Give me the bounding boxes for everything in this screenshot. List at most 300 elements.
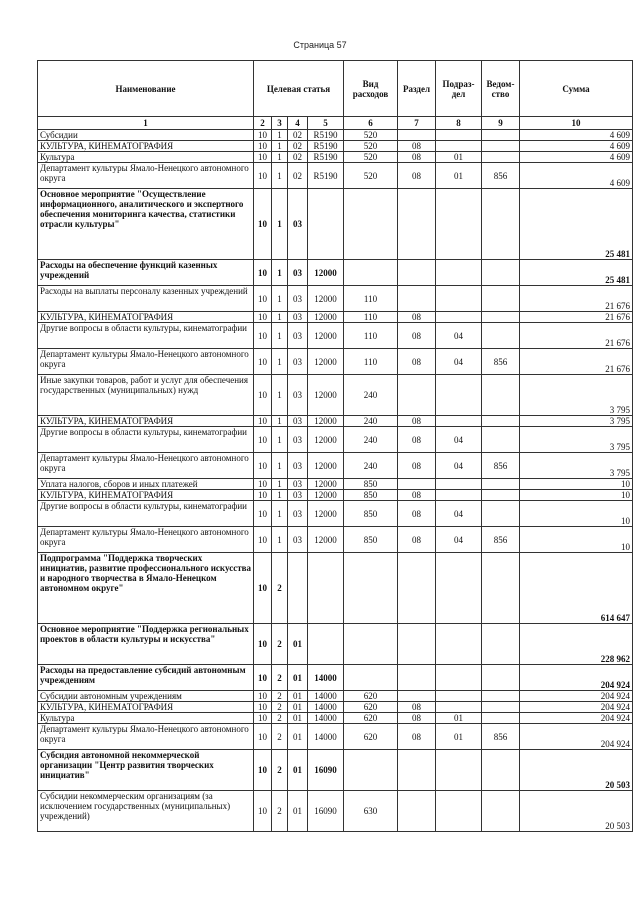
table-row xyxy=(38,791,633,832)
table-row xyxy=(38,130,633,141)
target-code-1-cell: 10 xyxy=(254,130,272,141)
subsection-cell xyxy=(436,312,482,323)
table-row xyxy=(38,490,633,501)
target-code-4-cell: 12000 xyxy=(308,349,344,375)
section-cell xyxy=(398,553,436,624)
sum-cell: 4 609 xyxy=(520,163,633,189)
col-number: 9 xyxy=(482,117,520,130)
target-code-3-cell: 02 xyxy=(288,141,308,152)
target-code-1-cell: 10 xyxy=(254,427,272,453)
target-code-2-cell: 1 xyxy=(272,416,288,427)
sum-cell: 204 924 xyxy=(520,702,633,713)
sum-cell: 10 xyxy=(520,527,633,553)
header-subsection: Подраз-дел xyxy=(436,61,482,117)
row-name-cell: Расходы на обеспечение функций казенных учреждений xyxy=(38,260,254,286)
table-row xyxy=(38,624,633,665)
target-code-2-cell: 2 xyxy=(272,750,288,791)
target-code-4-cell xyxy=(308,624,344,665)
section-cell xyxy=(398,479,436,490)
target-code-2-cell: 1 xyxy=(272,490,288,501)
target-code-4-cell: 12000 xyxy=(308,375,344,416)
target-code-1-cell: 10 xyxy=(254,624,272,665)
subsection-cell xyxy=(436,479,482,490)
target-code-3-cell: 02 xyxy=(288,163,308,189)
target-code-3-cell: 03 xyxy=(288,375,308,416)
section-cell: 08 xyxy=(398,527,436,553)
target-code-2-cell: 2 xyxy=(272,724,288,750)
department-cell xyxy=(482,152,520,163)
department-cell xyxy=(482,130,520,141)
col-number: 10 xyxy=(520,117,633,130)
department-cell xyxy=(482,691,520,702)
department-cell: 856 xyxy=(482,349,520,375)
department-cell xyxy=(482,791,520,832)
sum-cell: 25 481 xyxy=(520,260,633,286)
table-row xyxy=(38,453,633,479)
target-code-4-cell xyxy=(308,189,344,260)
department-cell: 856 xyxy=(482,453,520,479)
target-code-1-cell: 10 xyxy=(254,349,272,375)
target-code-2-cell: 1 xyxy=(272,375,288,416)
col-number: 6 xyxy=(344,117,398,130)
department-cell xyxy=(482,713,520,724)
section-cell: 08 xyxy=(398,713,436,724)
sum-cell: 204 924 xyxy=(520,713,633,724)
subsection-cell xyxy=(436,375,482,416)
row-name-cell: КУЛЬТУРА, КИНЕМАТОГРАФИЯ xyxy=(38,416,254,427)
table-row xyxy=(38,479,633,490)
target-code-2-cell: 1 xyxy=(272,260,288,286)
target-code-4-cell: 12000 xyxy=(308,490,344,501)
expense-type-cell: 620 xyxy=(344,724,398,750)
target-code-3-cell xyxy=(288,553,308,624)
section-cell xyxy=(398,375,436,416)
target-code-4-cell: 16090 xyxy=(308,750,344,791)
table-row xyxy=(38,553,633,624)
section-cell: 08 xyxy=(398,427,436,453)
section-cell: 08 xyxy=(398,724,436,750)
expense-type-cell xyxy=(344,189,398,260)
sum-cell: 3 795 xyxy=(520,427,633,453)
target-code-1-cell: 10 xyxy=(254,665,272,691)
target-code-3-cell: 03 xyxy=(288,286,308,312)
header-sum: Сумма xyxy=(520,61,633,117)
target-code-4-cell: R5190 xyxy=(308,152,344,163)
target-code-4-cell: 12000 xyxy=(308,286,344,312)
table-row xyxy=(38,750,633,791)
row-name-cell: Другие вопросы в области культуры, кинематографии xyxy=(38,427,254,453)
table-row xyxy=(38,427,633,453)
header-section: Раздел xyxy=(398,61,436,117)
target-code-2-cell: 2 xyxy=(272,791,288,832)
subsection-cell: 04 xyxy=(436,323,482,349)
target-code-4-cell: 16090 xyxy=(308,791,344,832)
expense-type-cell: 520 xyxy=(344,141,398,152)
target-code-1-cell: 10 xyxy=(254,527,272,553)
section-cell xyxy=(398,624,436,665)
table-row xyxy=(38,152,633,163)
expense-type-cell: 520 xyxy=(344,152,398,163)
target-code-2-cell: 2 xyxy=(272,702,288,713)
subsection-cell xyxy=(436,260,482,286)
subsection-cell xyxy=(436,416,482,427)
sum-cell: 3 795 xyxy=(520,416,633,427)
section-cell: 08 xyxy=(398,141,436,152)
sum-cell: 10 xyxy=(520,501,633,527)
department-cell xyxy=(482,312,520,323)
target-code-4-cell: 12000 xyxy=(308,453,344,479)
target-code-2-cell: 1 xyxy=(272,427,288,453)
target-code-2-cell: 1 xyxy=(272,312,288,323)
target-code-1-cell: 10 xyxy=(254,152,272,163)
target-code-2-cell: 1 xyxy=(272,189,288,260)
target-code-1-cell: 10 xyxy=(254,750,272,791)
target-code-1-cell: 10 xyxy=(254,375,272,416)
target-code-1-cell: 10 xyxy=(254,189,272,260)
target-code-1-cell: 10 xyxy=(254,791,272,832)
target-code-3-cell: 03 xyxy=(288,416,308,427)
row-name-cell: КУЛЬТУРА, КИНЕМАТОГРАФИЯ xyxy=(38,490,254,501)
sum-cell: 3 795 xyxy=(520,453,633,479)
expense-type-cell: 110 xyxy=(344,323,398,349)
target-code-4-cell: 14000 xyxy=(308,691,344,702)
target-code-4-cell: 14000 xyxy=(308,665,344,691)
table-row xyxy=(38,724,633,750)
section-cell xyxy=(398,260,436,286)
department-cell xyxy=(482,427,520,453)
target-code-3-cell: 03 xyxy=(288,312,308,323)
target-code-2-cell: 1 xyxy=(272,501,288,527)
section-cell xyxy=(398,791,436,832)
target-code-3-cell: 03 xyxy=(288,349,308,375)
department-cell xyxy=(482,490,520,501)
subsection-cell: 01 xyxy=(436,163,482,189)
target-code-1-cell: 10 xyxy=(254,141,272,152)
subsection-cell: 04 xyxy=(436,501,482,527)
target-code-3-cell: 01 xyxy=(288,691,308,702)
target-code-1-cell: 10 xyxy=(254,490,272,501)
sum-cell: 21 676 xyxy=(520,286,633,312)
sum-cell: 21 676 xyxy=(520,323,633,349)
subsection-cell: 01 xyxy=(436,713,482,724)
target-code-3-cell: 01 xyxy=(288,750,308,791)
department-cell: 856 xyxy=(482,724,520,750)
target-code-2-cell: 1 xyxy=(272,349,288,375)
target-code-2-cell: 1 xyxy=(272,152,288,163)
expense-type-cell: 240 xyxy=(344,416,398,427)
expense-type-cell: 850 xyxy=(344,490,398,501)
section-cell: 08 xyxy=(398,501,436,527)
target-code-3-cell: 01 xyxy=(288,624,308,665)
section-cell: 08 xyxy=(398,349,436,375)
sum-cell: 3 795 xyxy=(520,375,633,416)
header-target-article: Целевая статья xyxy=(254,61,344,117)
subsection-cell xyxy=(436,750,482,791)
target-code-4-cell: 12000 xyxy=(308,427,344,453)
row-name-cell: Субсидии некоммерческим организациям (за исключением государственных (муниципальных) учреждений) xyxy=(38,791,254,832)
target-code-3-cell: 03 xyxy=(288,527,308,553)
target-code-1-cell: 10 xyxy=(254,702,272,713)
col-number: 3 xyxy=(272,117,288,130)
row-name-cell: Иные закупки товаров, работ и услуг для обеспечения государственных (муниципальных) нужд xyxy=(38,375,254,416)
target-code-1-cell: 10 xyxy=(254,479,272,490)
sum-cell: 10 xyxy=(520,479,633,490)
section-cell xyxy=(398,130,436,141)
sum-cell: 204 924 xyxy=(520,665,633,691)
row-name-cell: Другие вопросы в области культуры, кинематографии xyxy=(38,323,254,349)
target-code-1-cell: 10 xyxy=(254,724,272,750)
target-code-3-cell: 03 xyxy=(288,427,308,453)
expense-type-cell xyxy=(344,665,398,691)
department-cell xyxy=(482,702,520,713)
sum-cell: 20 503 xyxy=(520,791,633,832)
target-code-1-cell: 10 xyxy=(254,323,272,349)
expense-type-cell: 620 xyxy=(344,713,398,724)
target-code-2-cell: 2 xyxy=(272,713,288,724)
subsection-cell: 01 xyxy=(436,724,482,750)
table-row xyxy=(38,323,633,349)
subsection-cell xyxy=(436,553,482,624)
section-cell: 08 xyxy=(398,312,436,323)
target-code-3-cell: 03 xyxy=(288,490,308,501)
table-body xyxy=(38,130,633,832)
department-cell xyxy=(482,286,520,312)
header-expense-type: Вид расходов xyxy=(344,61,398,117)
target-code-3-cell: 03 xyxy=(288,501,308,527)
target-code-3-cell: 01 xyxy=(288,724,308,750)
col-number: 2 xyxy=(254,117,272,130)
target-code-1-cell: 10 xyxy=(254,501,272,527)
expense-type-cell xyxy=(344,260,398,286)
sum-cell: 10 xyxy=(520,490,633,501)
row-name-cell: Субсидия автономной некоммерческой организации "Центр развития творческих инициатив" xyxy=(38,750,254,791)
expense-type-cell: 850 xyxy=(344,527,398,553)
expense-type-cell: 240 xyxy=(344,375,398,416)
header-row xyxy=(38,61,633,117)
expense-type-cell xyxy=(344,553,398,624)
department-cell xyxy=(482,141,520,152)
row-name-cell: Департамент культуры Ямало-Ненецкого автономного округа xyxy=(38,163,254,189)
department-cell xyxy=(482,479,520,490)
department-cell: 856 xyxy=(482,527,520,553)
target-code-2-cell: 1 xyxy=(272,479,288,490)
subsection-cell xyxy=(436,490,482,501)
target-code-4-cell: 12000 xyxy=(308,501,344,527)
target-code-1-cell: 10 xyxy=(254,691,272,702)
department-cell xyxy=(482,323,520,349)
section-cell: 08 xyxy=(398,323,436,349)
target-code-4-cell: 12000 xyxy=(308,312,344,323)
target-code-4-cell: 12000 xyxy=(308,527,344,553)
target-code-3-cell: 03 xyxy=(288,453,308,479)
subsection-cell: 04 xyxy=(436,349,482,375)
expense-type-cell xyxy=(344,750,398,791)
target-code-4-cell: 12000 xyxy=(308,323,344,349)
row-name-cell: Расходы на выплаты персоналу казенных учреждений xyxy=(38,286,254,312)
row-name-cell: КУЛЬТУРА, КИНЕМАТОГРАФИЯ xyxy=(38,312,254,323)
target-code-3-cell: 02 xyxy=(288,152,308,163)
budget-table xyxy=(37,60,633,832)
table-row xyxy=(38,141,633,152)
row-name-cell: Культура xyxy=(38,713,254,724)
expense-type-cell: 240 xyxy=(344,453,398,479)
table-row xyxy=(38,691,633,702)
target-code-4-cell: 12000 xyxy=(308,260,344,286)
target-code-2-cell: 2 xyxy=(272,665,288,691)
subsection-cell xyxy=(436,665,482,691)
subsection-cell xyxy=(436,624,482,665)
column-number-row xyxy=(38,117,633,130)
target-code-4-cell: 12000 xyxy=(308,416,344,427)
sum-cell: 25 481 xyxy=(520,189,633,260)
target-code-3-cell: 03 xyxy=(288,260,308,286)
expense-type-cell: 850 xyxy=(344,501,398,527)
department-cell xyxy=(482,189,520,260)
table-row xyxy=(38,286,633,312)
target-code-1-cell: 10 xyxy=(254,312,272,323)
subsection-cell xyxy=(436,791,482,832)
target-code-4-cell: 12000 xyxy=(308,479,344,490)
table-row xyxy=(38,312,633,323)
row-name-cell: Уплата налогов, сборов и иных платежей xyxy=(38,479,254,490)
sum-cell: 614 647 xyxy=(520,553,633,624)
expense-type-cell: 520 xyxy=(344,163,398,189)
subsection-cell xyxy=(436,130,482,141)
sum-cell: 21 676 xyxy=(520,349,633,375)
target-code-3-cell: 03 xyxy=(288,323,308,349)
section-cell: 08 xyxy=(398,152,436,163)
table-row xyxy=(38,501,633,527)
row-name-cell: Департамент культуры Ямало-Ненецкого автономного округа xyxy=(38,453,254,479)
row-name-cell: Субсидии автономным учреждениям xyxy=(38,691,254,702)
target-code-2-cell: 1 xyxy=(272,141,288,152)
col-number: 4 xyxy=(288,117,308,130)
target-code-3-cell: 03 xyxy=(288,479,308,490)
row-name-cell: КУЛЬТУРА, КИНЕМАТОГРАФИЯ xyxy=(38,141,254,152)
target-code-2-cell: 1 xyxy=(272,286,288,312)
section-cell: 08 xyxy=(398,490,436,501)
target-code-2-cell: 2 xyxy=(272,624,288,665)
section-cell xyxy=(398,286,436,312)
target-code-2-cell: 2 xyxy=(272,691,288,702)
header-department: Ведом-ство xyxy=(482,61,520,117)
subsection-cell xyxy=(436,286,482,312)
target-code-2-cell: 1 xyxy=(272,323,288,349)
header-name: Наименование xyxy=(38,61,254,117)
sum-cell: 4 609 xyxy=(520,130,633,141)
target-code-2-cell: 2 xyxy=(272,553,288,624)
expense-type-cell: 850 xyxy=(344,479,398,490)
target-code-4-cell: 14000 xyxy=(308,724,344,750)
target-code-3-cell: 02 xyxy=(288,130,308,141)
target-code-1-cell: 10 xyxy=(254,453,272,479)
expense-type-cell: 240 xyxy=(344,427,398,453)
row-name-cell: Основное мероприятие "Поддержка региональных проектов в области культуры и искусства" xyxy=(38,624,254,665)
target-code-4-cell: 14000 xyxy=(308,702,344,713)
target-code-1-cell: 10 xyxy=(254,713,272,724)
target-code-3-cell: 03 xyxy=(288,189,308,260)
target-code-4-cell: R5190 xyxy=(308,130,344,141)
col-number: 1 xyxy=(38,117,254,130)
department-cell xyxy=(482,624,520,665)
table-row xyxy=(38,375,633,416)
subsection-cell xyxy=(436,141,482,152)
sum-cell: 20 503 xyxy=(520,750,633,791)
col-number: 5 xyxy=(308,117,344,130)
sum-cell: 204 924 xyxy=(520,691,633,702)
subsection-cell: 04 xyxy=(436,527,482,553)
table-row xyxy=(38,713,633,724)
expense-type-cell: 620 xyxy=(344,702,398,713)
section-cell xyxy=(398,665,436,691)
section-cell xyxy=(398,691,436,702)
col-number: 8 xyxy=(436,117,482,130)
target-code-1-cell: 10 xyxy=(254,553,272,624)
target-code-2-cell: 1 xyxy=(272,527,288,553)
table-row xyxy=(38,189,633,260)
sum-cell: 4 609 xyxy=(520,152,633,163)
expense-type-cell: 110 xyxy=(344,286,398,312)
row-name-cell: Основное мероприятие "Осуществление информационного, аналитического и экспертного обеспечения мониторинга качества, статистики отрасли культуры" xyxy=(38,189,254,260)
table-row xyxy=(38,416,633,427)
department-cell: 856 xyxy=(482,163,520,189)
expense-type-cell: 110 xyxy=(344,312,398,323)
subsection-cell xyxy=(436,702,482,713)
target-code-1-cell: 10 xyxy=(254,260,272,286)
row-name-cell: Субсидии xyxy=(38,130,254,141)
section-cell xyxy=(398,750,436,791)
subsection-cell: 01 xyxy=(436,152,482,163)
expense-type-cell: 520 xyxy=(344,130,398,141)
subsection-cell: 04 xyxy=(436,427,482,453)
sum-cell: 228 962 xyxy=(520,624,633,665)
section-cell: 08 xyxy=(398,702,436,713)
row-name-cell: Департамент культуры Ямало-Ненецкого автономного округа xyxy=(38,527,254,553)
table-row xyxy=(38,260,633,286)
target-code-3-cell: 01 xyxy=(288,713,308,724)
target-code-3-cell: 01 xyxy=(288,665,308,691)
table-row xyxy=(38,163,633,189)
table-row xyxy=(38,349,633,375)
target-code-2-cell: 1 xyxy=(272,453,288,479)
row-name-cell: Другие вопросы в области культуры, кинематографии xyxy=(38,501,254,527)
subsection-cell xyxy=(436,691,482,702)
row-name-cell: Департамент культуры Ямало-Ненецкого автономного округа xyxy=(38,724,254,750)
expense-type-cell: 620 xyxy=(344,691,398,702)
department-cell xyxy=(482,553,520,624)
section-cell: 08 xyxy=(398,163,436,189)
department-cell xyxy=(482,501,520,527)
section-cell: 08 xyxy=(398,416,436,427)
page-number: Страница 57 xyxy=(293,40,347,50)
table-row xyxy=(38,702,633,713)
department-cell xyxy=(482,260,520,286)
department-cell xyxy=(482,665,520,691)
table-row xyxy=(38,665,633,691)
target-code-4-cell: 14000 xyxy=(308,713,344,724)
expense-type-cell: 110 xyxy=(344,349,398,375)
section-cell xyxy=(398,189,436,260)
department-cell xyxy=(482,750,520,791)
target-code-1-cell: 10 xyxy=(254,416,272,427)
section-cell: 08 xyxy=(398,453,436,479)
row-name-cell: Департамент культуры Ямало-Ненецкого автономного округа xyxy=(38,349,254,375)
row-name-cell: Культура xyxy=(38,152,254,163)
expense-type-cell xyxy=(344,624,398,665)
target-code-4-cell: R5190 xyxy=(308,141,344,152)
target-code-1-cell: 10 xyxy=(254,286,272,312)
table-row xyxy=(38,527,633,553)
